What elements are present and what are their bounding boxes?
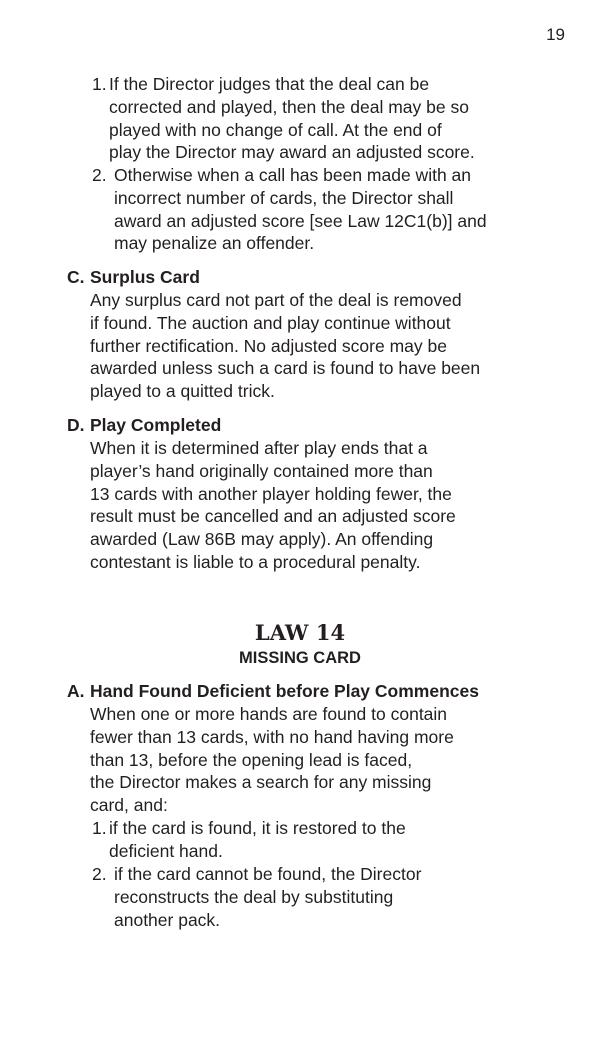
text-line: corrected and played, then the deal may be so — [109, 96, 469, 117]
text-line: contestant is liable to a procedural penalty. — [90, 551, 421, 572]
list-item — [92, 863, 572, 931]
item-number: 1. — [92, 818, 107, 838]
section-letter: D. — [67, 415, 85, 435]
item-number: 2. — [92, 165, 107, 185]
section-title: Surplus Card — [90, 267, 200, 287]
text-line: played with no change of call. At the end of — [109, 119, 442, 140]
text-line: another pack. — [114, 909, 221, 930]
section-title: Hand Found Deficient before Play Commences — [90, 681, 479, 701]
text-line: play the Director may award an adjusted score. — [109, 142, 475, 163]
text-line: When it is determined after play ends that a — [90, 438, 428, 458]
section-body — [90, 703, 570, 817]
item-text — [92, 817, 572, 863]
text-line: award an adjusted score [see Law 12C1(b)] and — [114, 210, 487, 231]
text-line: result must be cancelled and an adjusted score — [90, 506, 456, 527]
item-number: 1. — [92, 74, 107, 94]
section-letter: A. — [67, 681, 85, 701]
text-line: if the card cannot be found, the Director — [114, 864, 422, 884]
text-line: if the card is found, it is restored to the — [109, 818, 406, 838]
item-text — [92, 73, 572, 164]
list-item — [92, 817, 572, 863]
text-line: deficient hand. — [109, 840, 223, 861]
section-letter: C. — [67, 267, 85, 287]
text-line: Otherwise when a call has been made with an — [114, 165, 472, 185]
text-line: player’s hand originally contained more than — [90, 460, 433, 481]
text-line: When one or more hands are found to contain — [90, 704, 448, 724]
text-line: awarded (Law 86B may apply). An offending — [90, 529, 434, 550]
law-subtitle: MISSING CARD — [239, 649, 361, 667]
text-line: reconstructs the deal by substituting — [114, 886, 394, 907]
text-line: card, and: — [90, 795, 168, 816]
text-line: may penalize an offender. — [114, 233, 315, 254]
text-line: If the Director judges that the deal can be — [109, 74, 430, 94]
text-line: the Director makes a search for any missing — [90, 772, 432, 793]
text-line: awarded unless such a card is found to have been — [90, 358, 481, 379]
item-text — [92, 863, 572, 931]
text-line: further rectification. No adjusted score may be — [90, 335, 447, 356]
law-title: LAW 14 — [254, 620, 346, 645]
item-number: 2. — [92, 864, 107, 884]
text-line: fewer than 13 cards, with no hand having more — [90, 726, 454, 747]
text-line: played to a quitted trick. — [90, 381, 275, 402]
section-title: Play Completed — [90, 415, 222, 435]
text-line: if found. The auction and play continue without — [90, 312, 451, 333]
page-number: 19 — [546, 25, 565, 44]
item-text — [92, 164, 572, 255]
text-line: incorrect number of cards, the Director shall — [114, 187, 454, 208]
text-line: 13 cards with another player holding fewer, the — [90, 483, 452, 504]
list-item — [92, 164, 572, 255]
list-item — [92, 73, 572, 164]
section-body — [90, 289, 570, 403]
text-line: than 13, before the opening lead is faced, — [90, 749, 413, 770]
section-body — [90, 437, 570, 574]
text-line: Any surplus card not part of the deal is removed — [90, 290, 462, 310]
